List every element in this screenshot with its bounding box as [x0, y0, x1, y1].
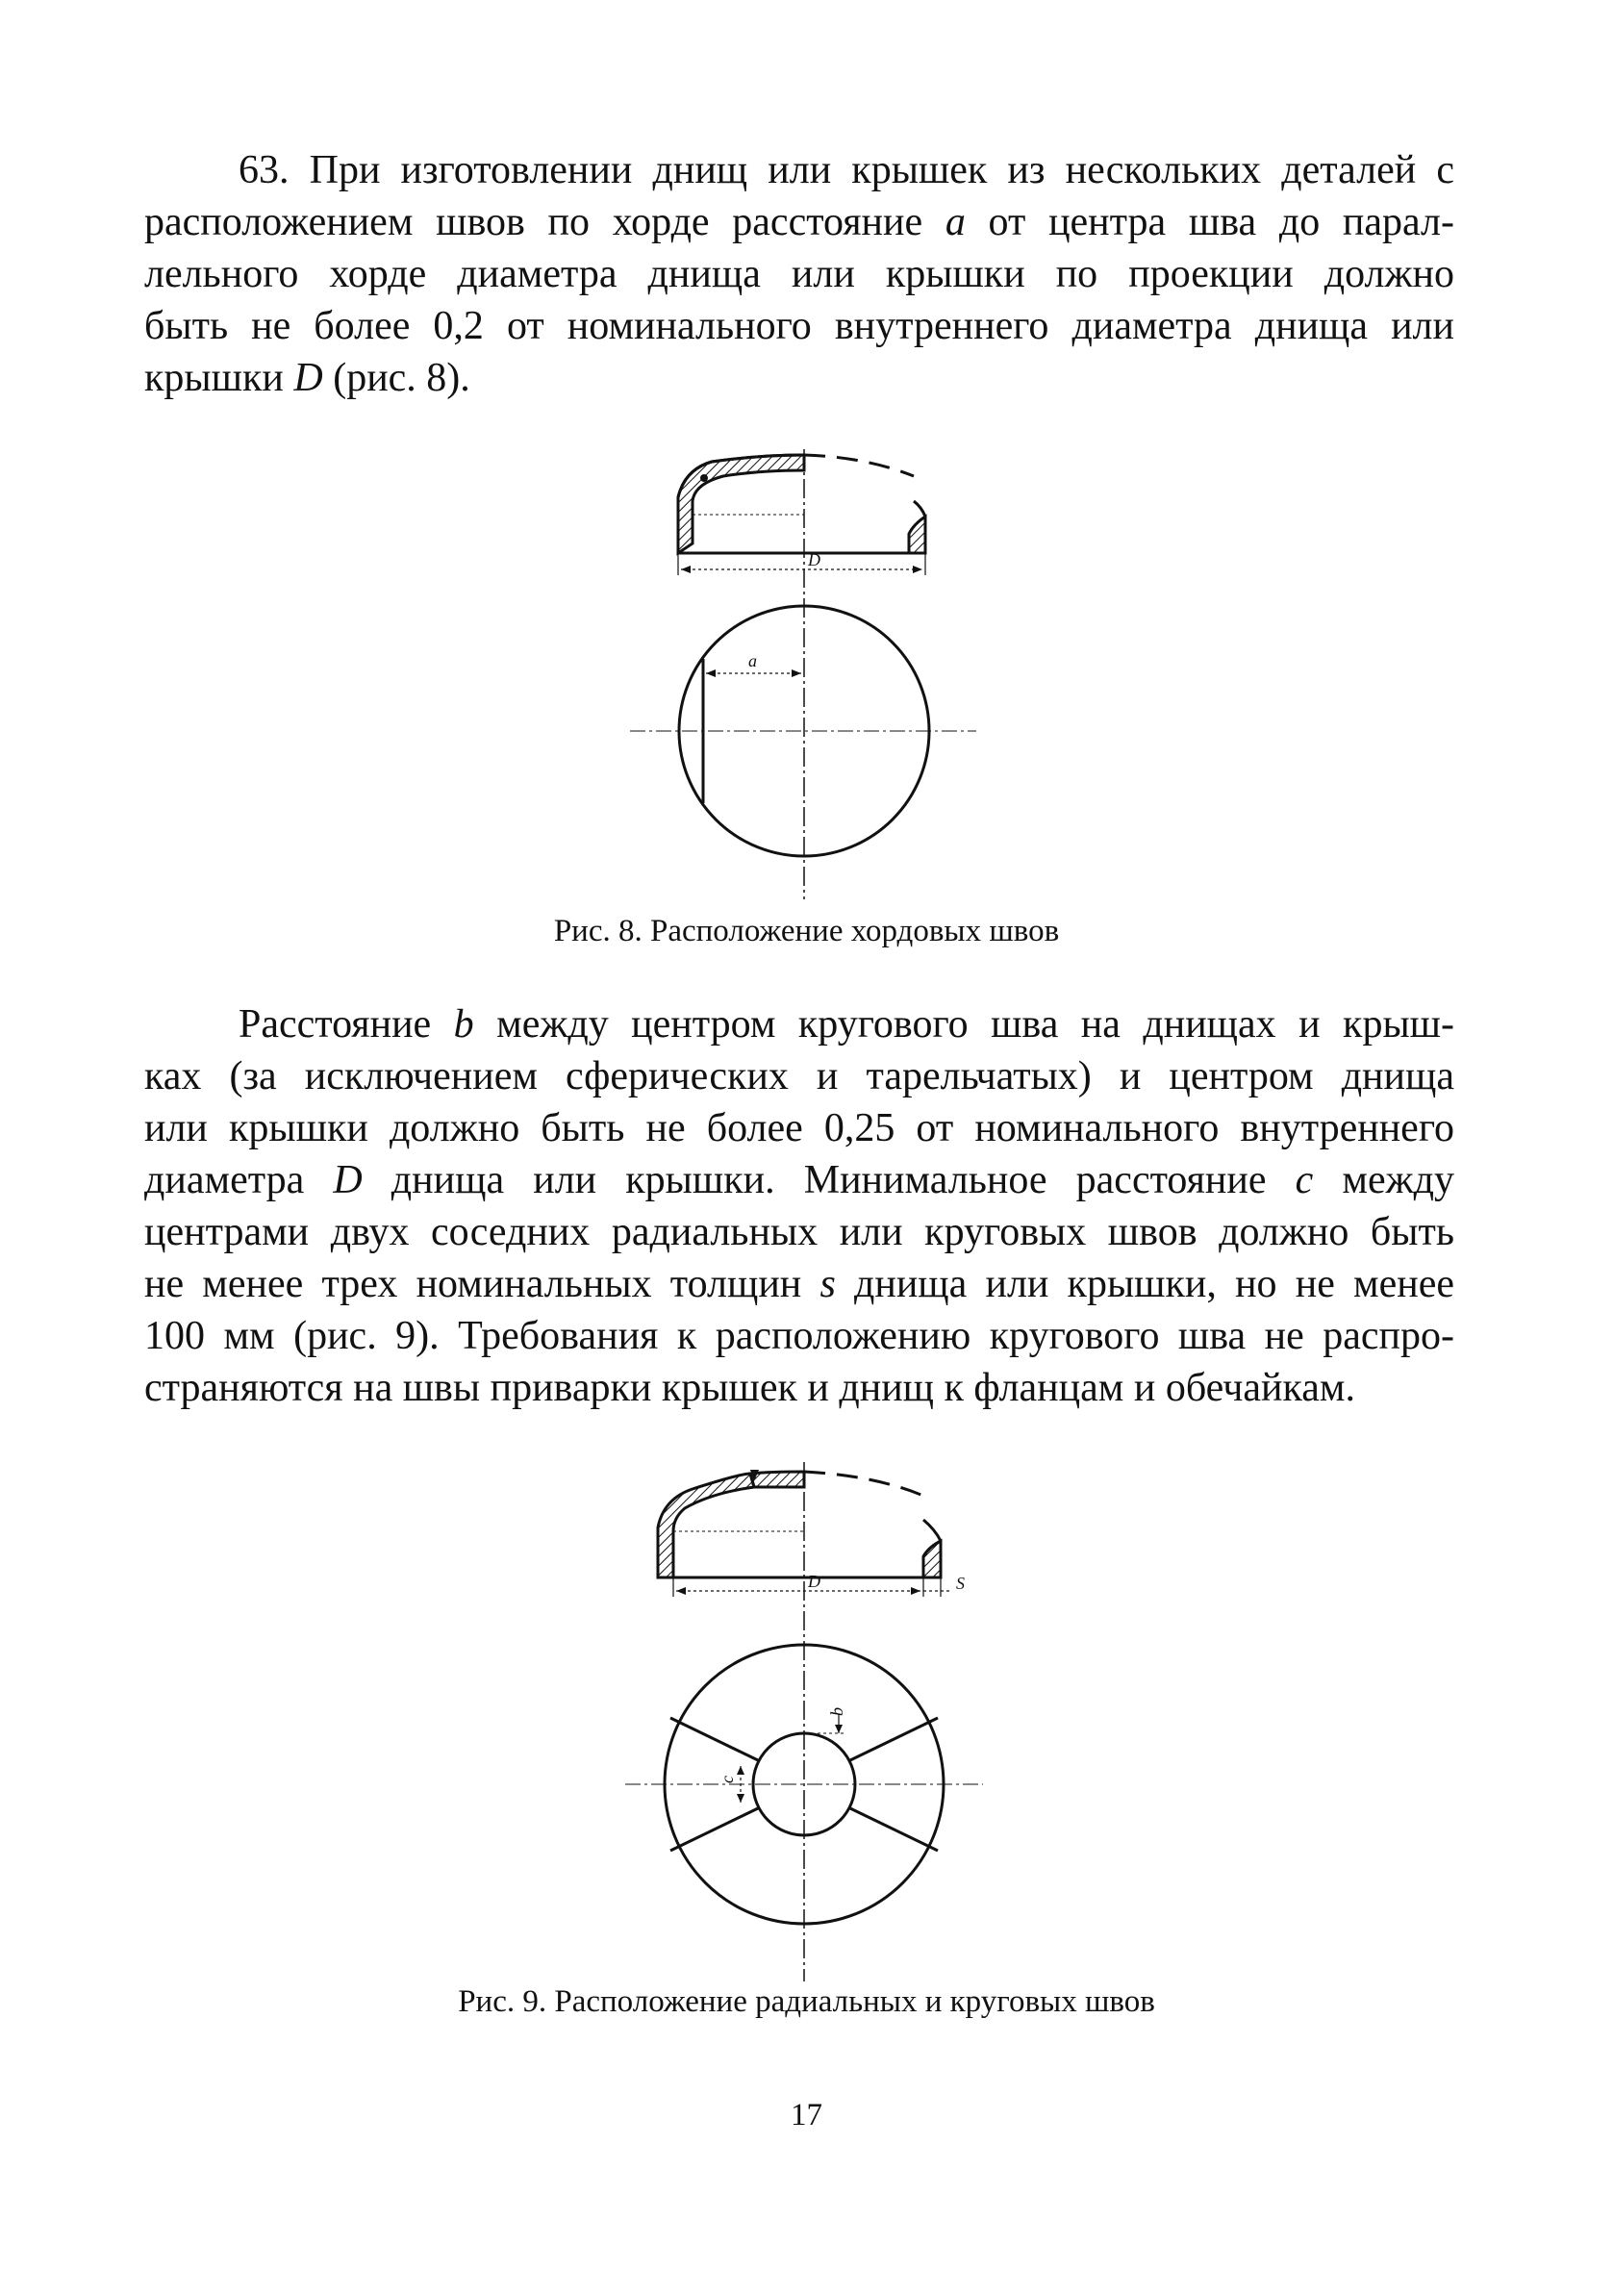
- text-line: лельного хорде диаметра днища или крышки по проекции должно: [144, 252, 1454, 296]
- page-number: 17: [791, 2098, 822, 2132]
- head-section: [678, 455, 925, 553]
- figure-9-drawing: [0, 1462, 1613, 2001]
- text-line: не менее трех номинальных толщин s днища или крышки, но не менее: [144, 1262, 1454, 1306]
- label-c: c: [718, 1776, 737, 1783]
- label-a: a: [748, 651, 757, 670]
- dimension-D: [673, 1572, 965, 1597]
- text-line: диаметра D днища или крышки. Минимальное расстояние c между: [144, 1158, 1455, 1202]
- text-line: 63. При изготовлении днищ или крышек из нескольких деталей с: [239, 148, 1454, 192]
- plan-circle: [630, 606, 976, 856]
- text-line: расположением швов по хорде расстояние a от центра шва до парал-: [144, 200, 1454, 244]
- paragraph-b: [144, 998, 1454, 1414]
- head-section: [658, 1470, 941, 1577]
- figure-9-caption: Рис. 9. Расположение радиальных и круговых швов: [458, 1984, 1155, 2019]
- label-D: D: [808, 550, 820, 569]
- text-line: 100 мм (рис. 9). Требования к расположению кругового шва не распро-: [144, 1314, 1454, 1358]
- variable-b: b: [453, 1002, 474, 1047]
- figure-8-caption: Рис. 8. Расположение хордовых швов: [553, 914, 1060, 948]
- text-line: или крышки должно быть не более 0,25 от номинального внутреннего: [144, 1106, 1454, 1150]
- radial-seam: [670, 1718, 758, 1760]
- paragraph-63: [144, 144, 1454, 404]
- label-b: b: [827, 1707, 846, 1716]
- text-line: центрами двух соседних радиальных или круговых швов должно быть: [144, 1210, 1454, 1254]
- radial-seam: [670, 1808, 758, 1851]
- dimension-b: [806, 1707, 846, 1733]
- text-line: ках (за исключением сферических и тарельчатых) и центром днища: [144, 1054, 1454, 1098]
- variable-D: D: [293, 356, 323, 400]
- variable-c: c: [1295, 1158, 1314, 1202]
- label-S: S: [956, 1574, 965, 1593]
- label-D: D: [808, 1572, 820, 1591]
- text-line: быть не более 0,2 от номинального внутреннего диаметра днища или: [144, 304, 1454, 348]
- dimension-a: [706, 651, 801, 677]
- variable-s: s: [819, 1262, 836, 1306]
- text-line: Расстояние b между центром кругового шва на днищах и крыш-: [239, 1002, 1454, 1047]
- variable-a: a: [945, 200, 966, 244]
- radial-seam: [850, 1808, 938, 1851]
- text-line: страняются на швы приварки крышек и днищ к фланцам и обечайкам.: [144, 1366, 1355, 1410]
- text-line: крышки D (рис. 8).: [144, 356, 470, 400]
- radial-seam: [850, 1718, 938, 1760]
- variable-D: D: [333, 1158, 363, 1202]
- figure-8-drawing: [0, 438, 1613, 899]
